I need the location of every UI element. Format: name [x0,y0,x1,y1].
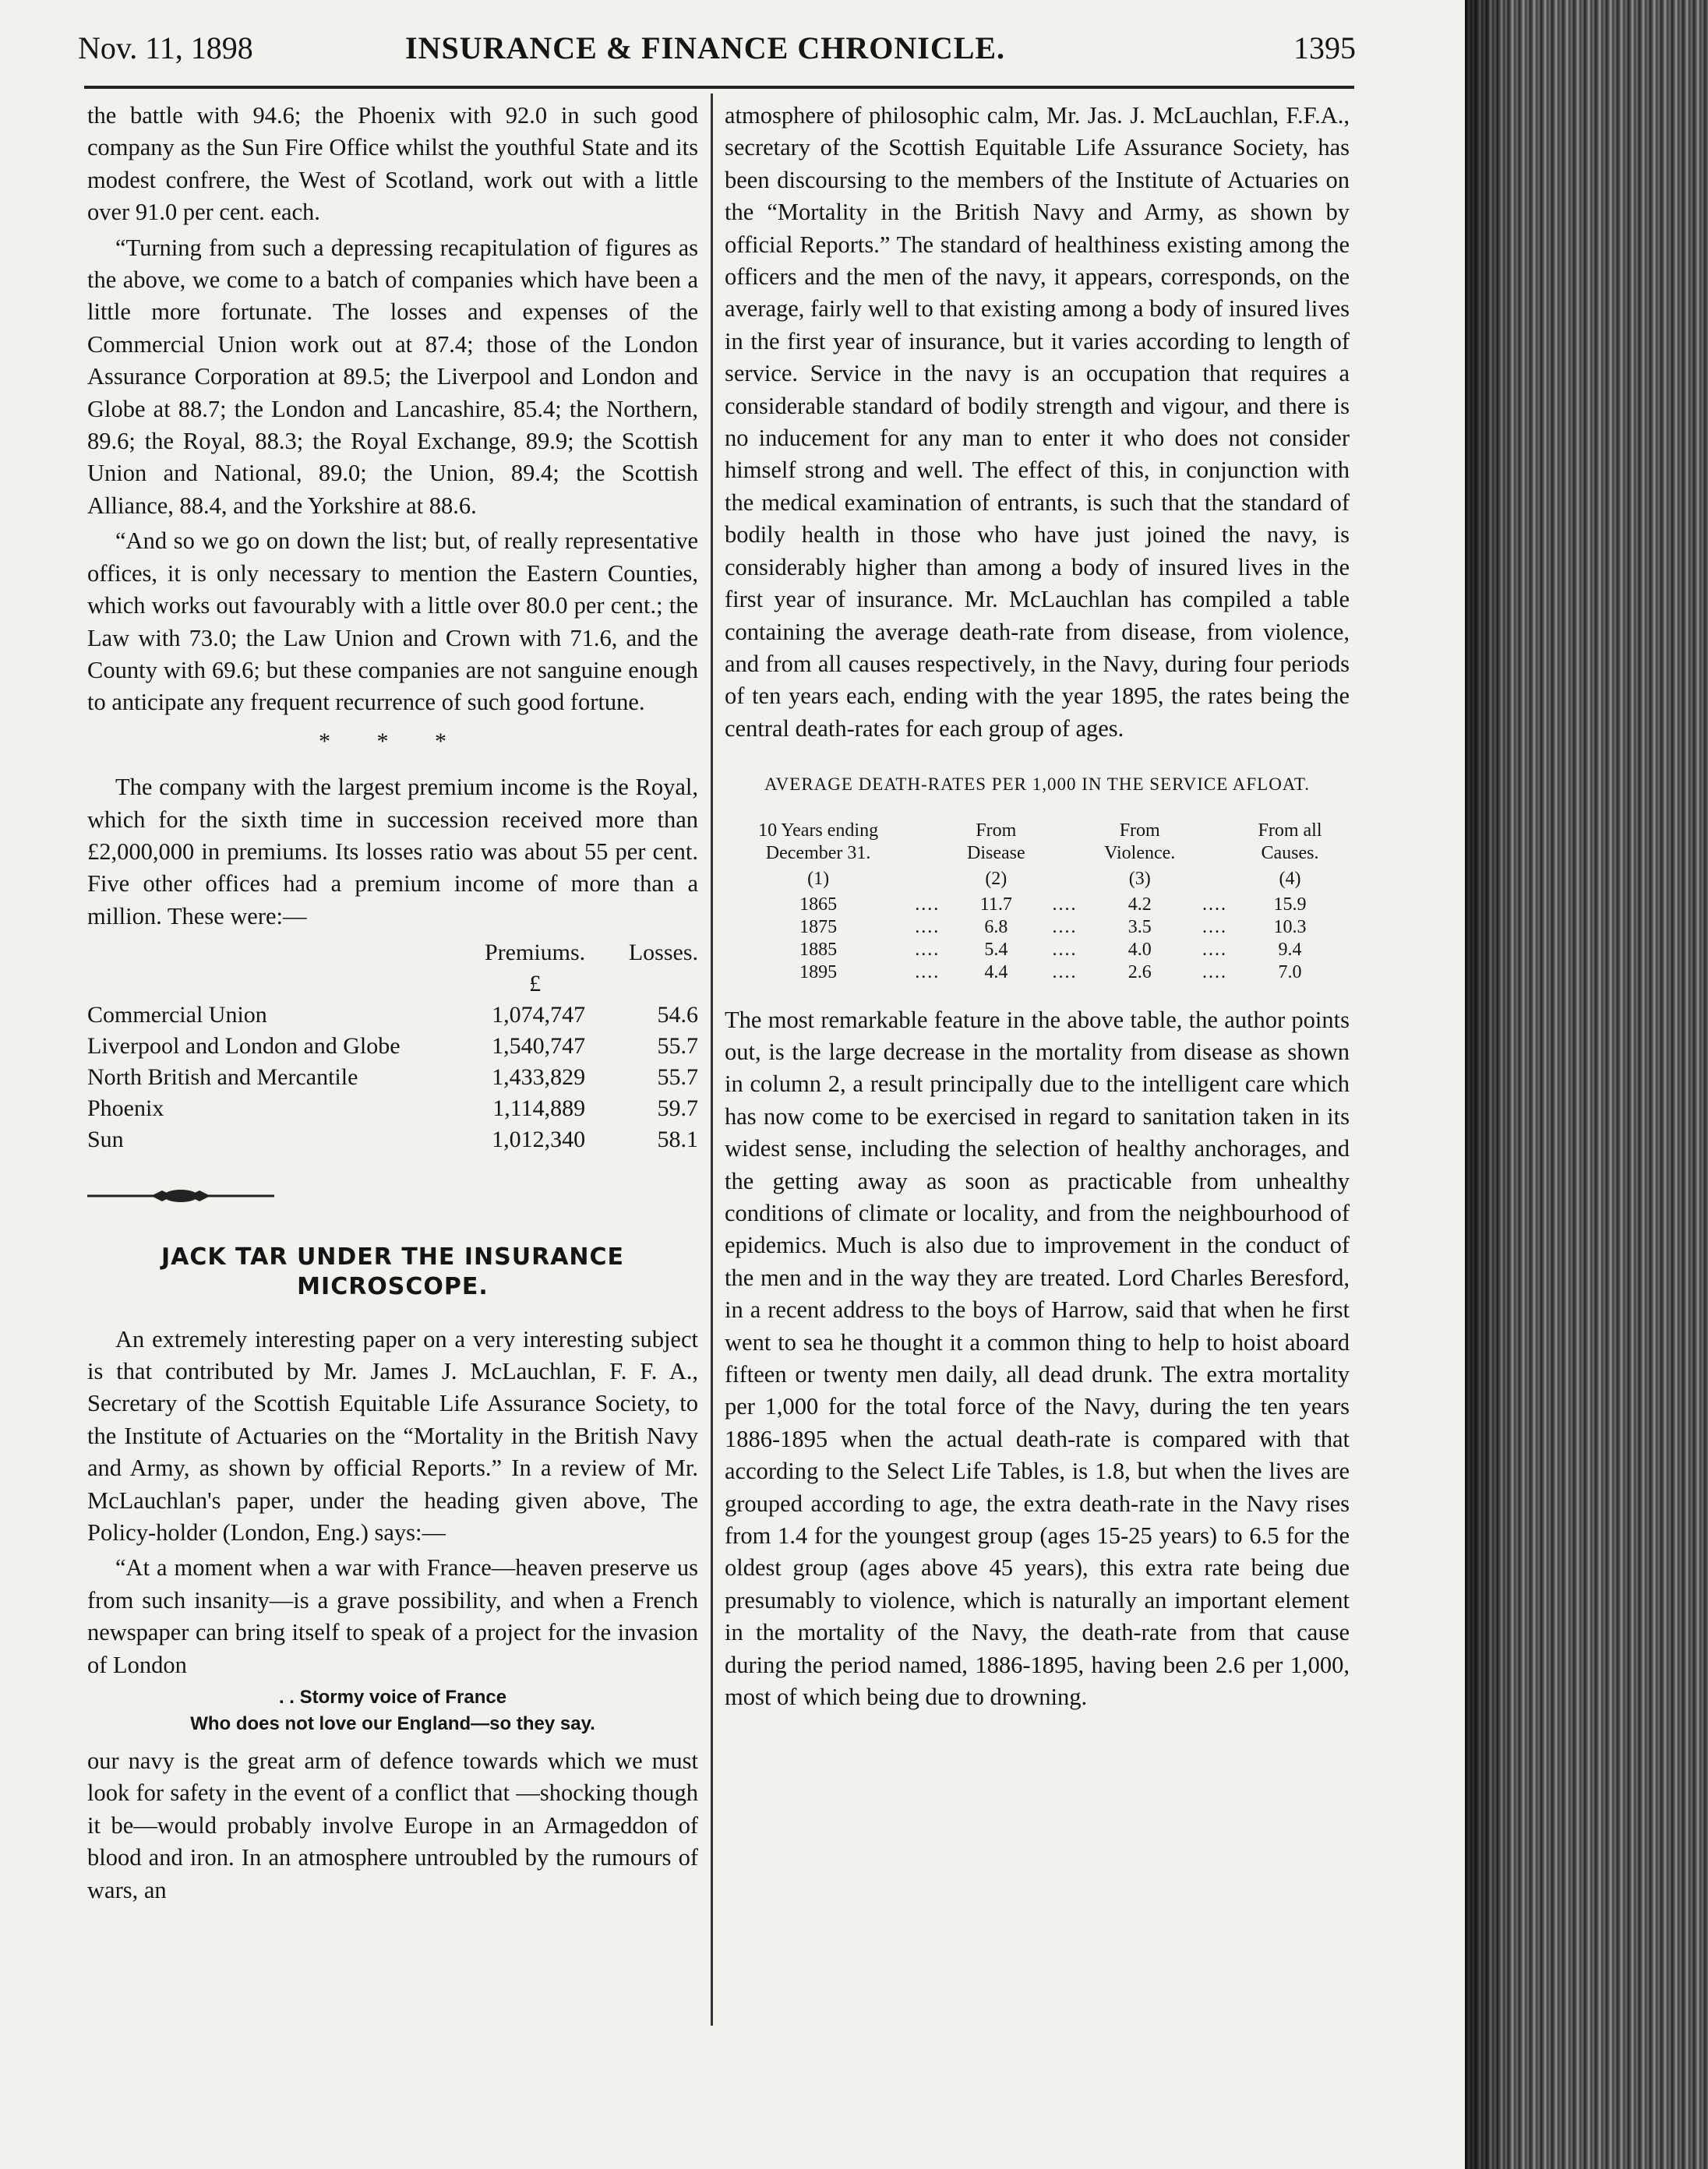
table-row [87,1062,698,1093]
leader-dots: .... [1052,916,1078,937]
column-divider [711,93,713,2026]
all-causes-rate: 7.0 [1278,961,1302,982]
leader-dots: .... [1052,894,1078,915]
disease-rate: 5.4 [984,939,1008,960]
leader-dots: .... [1052,939,1078,960]
paragraph: our navy is the great arm of defence towards which we must look for safety in the event of a conflict that —shocking though it be—would probably involve Europe in an Armageddon of blood and iron. In an atmosphere untroubled by the rumours of wars, an [87,1748,698,1903]
leader-dots: .... [915,939,940,960]
page-number: 1395 [1293,30,1356,65]
disease-rate: 6.8 [984,916,1008,937]
violence-rate: 4.2 [1127,894,1152,915]
ornament-divider-icon [87,1187,274,1205]
leader-dots: .... [915,916,940,937]
table-header-row [87,937,698,968]
gutter-shadow [1465,0,1512,2169]
column-header-premiums: Premiums. [485,940,586,966]
paragraph: An extremely interesting paper on a very interesting subject is that contributed by Mr. James J. McLauchlan, F. F. A., Secretary of the Scottish Equitable Life Assurance Society, to the Institute of Actuaries on the “Mortality in the British Navy and Army, as shown by official Reports.” In a review of Mr. McLauchlan's paper, under the heading given above, The Policy-holder (London, Eng.) says:— [87,1325,698,1546]
death-rate-table [725,820,1350,984]
table-row [725,894,1350,916]
paragraph: “And so we go on down the list; but, of really representative offices, it is only necessary to mention the Eastern Counties, which works out favourably with a little over 80.0 per cent.; the Law with 73.0; the Law Union and Crown with 71.6, and the County with 69.6; but these companies are not sanguine enough to anticipate any frequent recurrence of such good fortune. [87,527,698,716]
heading-line: JACK TAR UNDER THE INSURANCE [161,1243,625,1271]
heading-line: MICROSCOPE. [297,1272,489,1300]
left-column [87,100,698,1910]
table-title: AVERAGE DEATH-RATES PER 1,000 IN THE SERVICE AFLOAT. [764,774,1310,795]
loss-value: 58.1 [657,1127,698,1153]
company-name: Sun [87,1127,124,1153]
paragraph: The most remarkable feature in the above table, the author points out, is the large decrease in the mortality from disease as shown in column 2, a result principally due to the intelligent care which has now come to be exercised in regard to sanitation taken in its widest sense, including the selection of healthy anchorages, and the getting away as soon as practicable from unhealthy conditions of climate or locality, and from the neighbourhood of epidemics. Much is also due to improvement in the conduct of the men and in the way they are treated. Lord Charles Beresford, in a recent address to the boys of Harrow, said that when he first went to sea he thought it a common thing to help to hoist aboard fifteen or twenty men daily, all dead drunk. The extra mortality per 1,000 for the total force of the Navy, during the ten years 1886-1895 when the actual death-rate is compared with that according to the Select Life Tables, is 1.8, but when the lives are grouped according to age, the extra death-rate in the Navy rises from 1.4 for the youngest group (ages 15-25 years) to 6.5 for the oldest group (ages above 45 years), this extra rate being due presumably to violence, which is naturally an important element in the mortality of the Navy, the death-rate from that cause during the period named, 1886-1895, having been 2.6 per 1,000, most of which being due to drowning. [725,1006,1350,1711]
table-row [87,1000,698,1031]
book-page-edges [1465,0,1708,2169]
column-number: (1) [807,868,830,889]
publication-title: INSURANCE & FINANCE CHRONICLE. [405,30,1006,65]
disease-rate: 11.7 [979,894,1012,915]
leader-dots: .... [1202,894,1227,915]
premium-value: 1,074,747 [492,1002,586,1028]
leader-dots: .... [1202,916,1227,937]
verse-line: . . Stormy voice of France [278,1687,507,1709]
loss-value: 54.6 [657,1002,698,1028]
currency-symbol: £ [529,971,542,997]
column-header: From Disease [966,820,1025,863]
company-name: Liverpool and London and Globe [87,1033,401,1060]
table-row [725,916,1350,939]
section-break-stars: * * * [319,728,467,754]
premium-value: 1,114,889 [492,1095,586,1122]
all-causes-rate: 10.3 [1273,916,1307,937]
table-header-row [725,820,1350,865]
column-header: 10 Years ending December 31. [758,820,879,863]
column-number: (4) [1279,868,1301,889]
table-row [87,1031,698,1062]
paragraph: “At a moment when a war with France—heaven preserve us from such insanity—is a grave possibility, and when a French newspaper can bring itself to speak of a project for the invasion of London [87,1554,698,1678]
all-causes-rate: 15.9 [1273,894,1307,915]
quoted-verse [87,1684,698,1737]
column-number: (3) [1128,868,1151,889]
premium-value: 1,433,829 [492,1064,586,1091]
premium-value: 1,012,340 [492,1127,586,1153]
loss-value: 55.7 [657,1064,698,1091]
table-currency-row [87,968,698,1000]
column-header: From all Causes. [1258,820,1322,863]
loss-value: 55.7 [657,1033,698,1060]
column-number-row [725,865,1350,894]
leader-dots: .... [1202,961,1227,982]
column-number: (2) [985,868,1008,889]
leader-dots: .... [1202,939,1227,960]
issue-date: Nov. 11, 1898 [78,30,253,65]
paragraph: atmosphere of philosophic calm, Mr. Jas. J. McLauchlan, F.F.A., secretary of the Scottish Equitable Life Assurance Society, has been discoursing to the members of the Institute of Actuaries on the “Mortality in the British Navy and Army, as shown by official Reports.” The standard of healthiness existing among the officers and the men of the navy, it appears, corresponds, on the average, fairly well to that existing among a body of insured lives in the first year of insurance, but it varies according to length of service. Service in the navy is an occupation that requires a considerable standard of bodily strength and vigour, and there is no inducement for any man to enter it who does not consider himself strong and well. The effect of this, in conjunction with the medical examination of entrants, is such that the standard of bodily health in those who have just joined the navy, is considerably higher than among a body of insured lives in the first year of insurance. Mr. McLauchlan has compiled a table containing the average death-rate from disease, from violence, and from all causes respectively, in the Navy, during four periods of ten years each, ending with the year 1895, the rates being the central death-rates for each group of ages. [725,102,1350,742]
paragraph: the battle with 94.6; the Phoenix with 92.0 in such good company as the Sun Fire Office whilst the youthful State and its modest confrere, the West of Scotland, work out with a little over 91.0 per cent. each. [87,102,698,226]
company-name: Commercial Union [87,1002,267,1028]
premium-value: 1,540,747 [492,1033,586,1060]
company-name: North British and Mercantile [87,1064,358,1091]
leader-dots: .... [915,961,940,982]
all-causes-rate: 9.4 [1278,939,1302,960]
table-row [87,1124,698,1155]
year-cell: 1865 [799,894,838,915]
table-row [725,961,1350,984]
column-header: From Violence. [1104,820,1176,863]
article-heading [87,1243,698,1302]
disease-rate: 4.4 [984,961,1008,982]
verse-line: Who does not love our England—so they say. [190,1713,595,1735]
year-cell: 1875 [799,916,838,937]
loss-value: 59.7 [657,1095,698,1122]
table-row [87,1093,698,1124]
paragraph: The company with the largest premium income is the Royal, which for the sixth time in succession received more than £2,000,000 in premiums. Its losses ratio was about 55 per cent. Five other offices had a premium income of more than a million. These were:— [87,774,698,929]
violence-rate: 2.6 [1127,961,1152,982]
header-rule [84,86,1354,89]
violence-rate: 4.0 [1127,939,1152,960]
violence-rate: 3.5 [1127,916,1152,937]
running-header [78,30,1356,76]
table-row [725,939,1350,961]
leader-dots: .... [1052,961,1078,982]
right-column [725,100,1350,1716]
paragraph: “Turning from such a depressing recapitulation of figures as the above, we come to a batch of companies which have been a little more fortunate. The losses and expenses of the Commercial Union work out at 87.4; those of the London Assurance Corporation at 89.5; the Liverpool and London and Globe at 88.7; the London and Lancashire, 85.4; the Northern, 89.6; the Royal, 88.3; the Royal Exchange, 89.9; the Scottish Union and National, 89.0; the Union, 89.4; the Scottish Alliance, 88.4, and the Yorkshire at 88.6. [87,234,698,519]
company-name: Phoenix [87,1095,164,1122]
leader-dots: .... [915,894,940,915]
year-cell: 1895 [799,961,838,982]
column-header-losses: Losses. [628,940,698,966]
year-cell: 1885 [799,939,838,960]
premium-table [87,937,698,1155]
